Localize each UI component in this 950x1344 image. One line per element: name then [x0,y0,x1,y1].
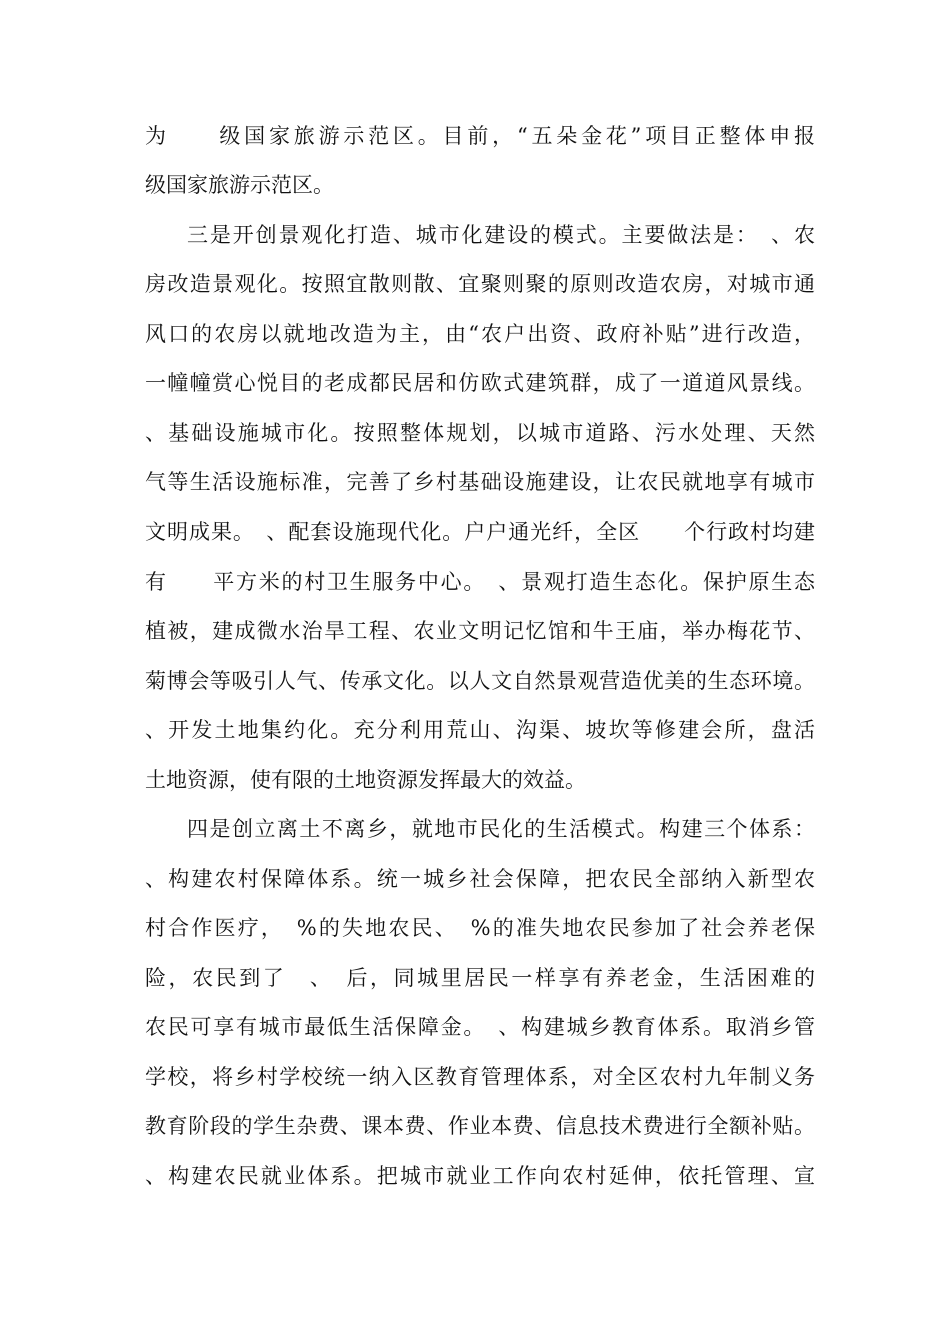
text-line: 风口的农房以就地改造为主，由“农户出资、政府补贴”进行改造， [145,322,815,346]
text-line: 、构建农民就业体系。把城市就业工作向农村延伸，依托管理、宣 [145,1164,815,1188]
text-line: 农民可享有城市最低生活保障金。 、构建城乡教育体系。取消乡管 [145,1015,815,1039]
text-line: 菊博会等吸引人气、传承文化。以人文自然景观营造优美的生态环境。 [145,669,815,693]
text-line: 、构建农村保障体系。统一城乡社会保障，把农民全部纳入新型农 [145,867,815,891]
text-line: 有 平方米的村卫生服务中心。 、景观打造生态化。保护原生态 [145,570,815,594]
text-line: 三是开创景观化打造、城市化建设的模式。主要做法是： 、农 [187,223,815,247]
text-line: 植被，建成微水治旱工程、农业文明记忆馆和牛王庙，举办梅花节、 [145,619,815,643]
text-line: 四是创立离土不离乡，就地市民化的生活模式。构建三个体系： [187,817,815,841]
text-line: 文明成果。 、配套设施现代化。户户通光纤，全区 个行政村均建 [145,520,815,544]
text-line: 土地资源，使有限的土地资源发挥最大的效益。 [145,768,586,792]
text-line: 气等生活设施标准，完善了乡村基础设施建设，让农民就地享有城市 [145,470,815,494]
text-line: 险，农民到了 、 后，同城里居民一样享有养老金，生活困难的 [145,966,815,990]
text-line: 为 级国家旅游示范区。目前，“五朵金花”项目正整体申报 [145,124,815,148]
text-line: 级国家旅游示范区。 [145,173,334,197]
text-line: 房改造景观化。按照宜散则散、宜聚则聚的原则改造农房，对城市通 [145,272,815,296]
text-line: 、基础设施城市化。按照整体规划，以城市道路、污水处理、天然 [145,421,815,445]
text-line: 、开发土地集约化。充分利用荒山、沟渠、坡坎等修建会所，盘活 [145,718,815,742]
text-line: 教育阶段的学生杂费、课本费、作业本费、信息技术费进行全额补贴。 [145,1114,815,1138]
text-line: 村合作医疗， %的失地农民、 %的准失地农民参加了社会养老保 [145,916,815,940]
text-line: 一幢幢赏心悦目的老成都民居和仿欧式建筑群，成了一道道风景线。 [145,371,815,395]
text-line: 学校，将乡村学校统一纳入区教育管理体系，对全区农村九年制义务 [145,1065,815,1089]
